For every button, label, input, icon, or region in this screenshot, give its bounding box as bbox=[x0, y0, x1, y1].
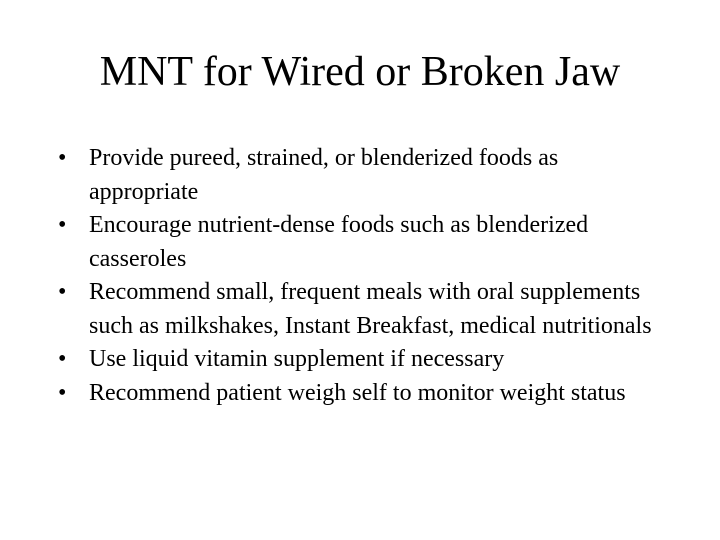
bullet-marker: • bbox=[58, 212, 67, 238]
bullet-text: Recommend patient weigh self to monitor weight status bbox=[89, 379, 626, 406]
bullet-text: Use liquid vitamin supplement if necessary bbox=[89, 346, 505, 372]
bullet-item bbox=[58, 276, 658, 343]
bullet-text: Recommend small, frequent meals with oral supplements such as milkshakes, Instant Breakfast, medical nutritionals bbox=[89, 279, 652, 339]
bullet-marker: • bbox=[58, 346, 67, 372]
bullet-text: Encourage nutrient-dense foods such as blenderized casseroles bbox=[89, 212, 589, 272]
bullet-marker: • bbox=[58, 145, 67, 171]
bullet-marker: • bbox=[58, 379, 67, 406]
slide-title: MNT for Wired or Broken Jaw bbox=[99, 49, 621, 95]
bullet-item bbox=[58, 377, 658, 411]
bullet-marker: • bbox=[58, 279, 67, 305]
bullet-item bbox=[58, 343, 658, 377]
bullet-item bbox=[58, 209, 658, 276]
bullet-list bbox=[58, 142, 658, 410]
bullet-item bbox=[58, 142, 658, 209]
bullet-text: Provide pureed, strained, or blenderized foods as appropriate bbox=[89, 145, 559, 205]
